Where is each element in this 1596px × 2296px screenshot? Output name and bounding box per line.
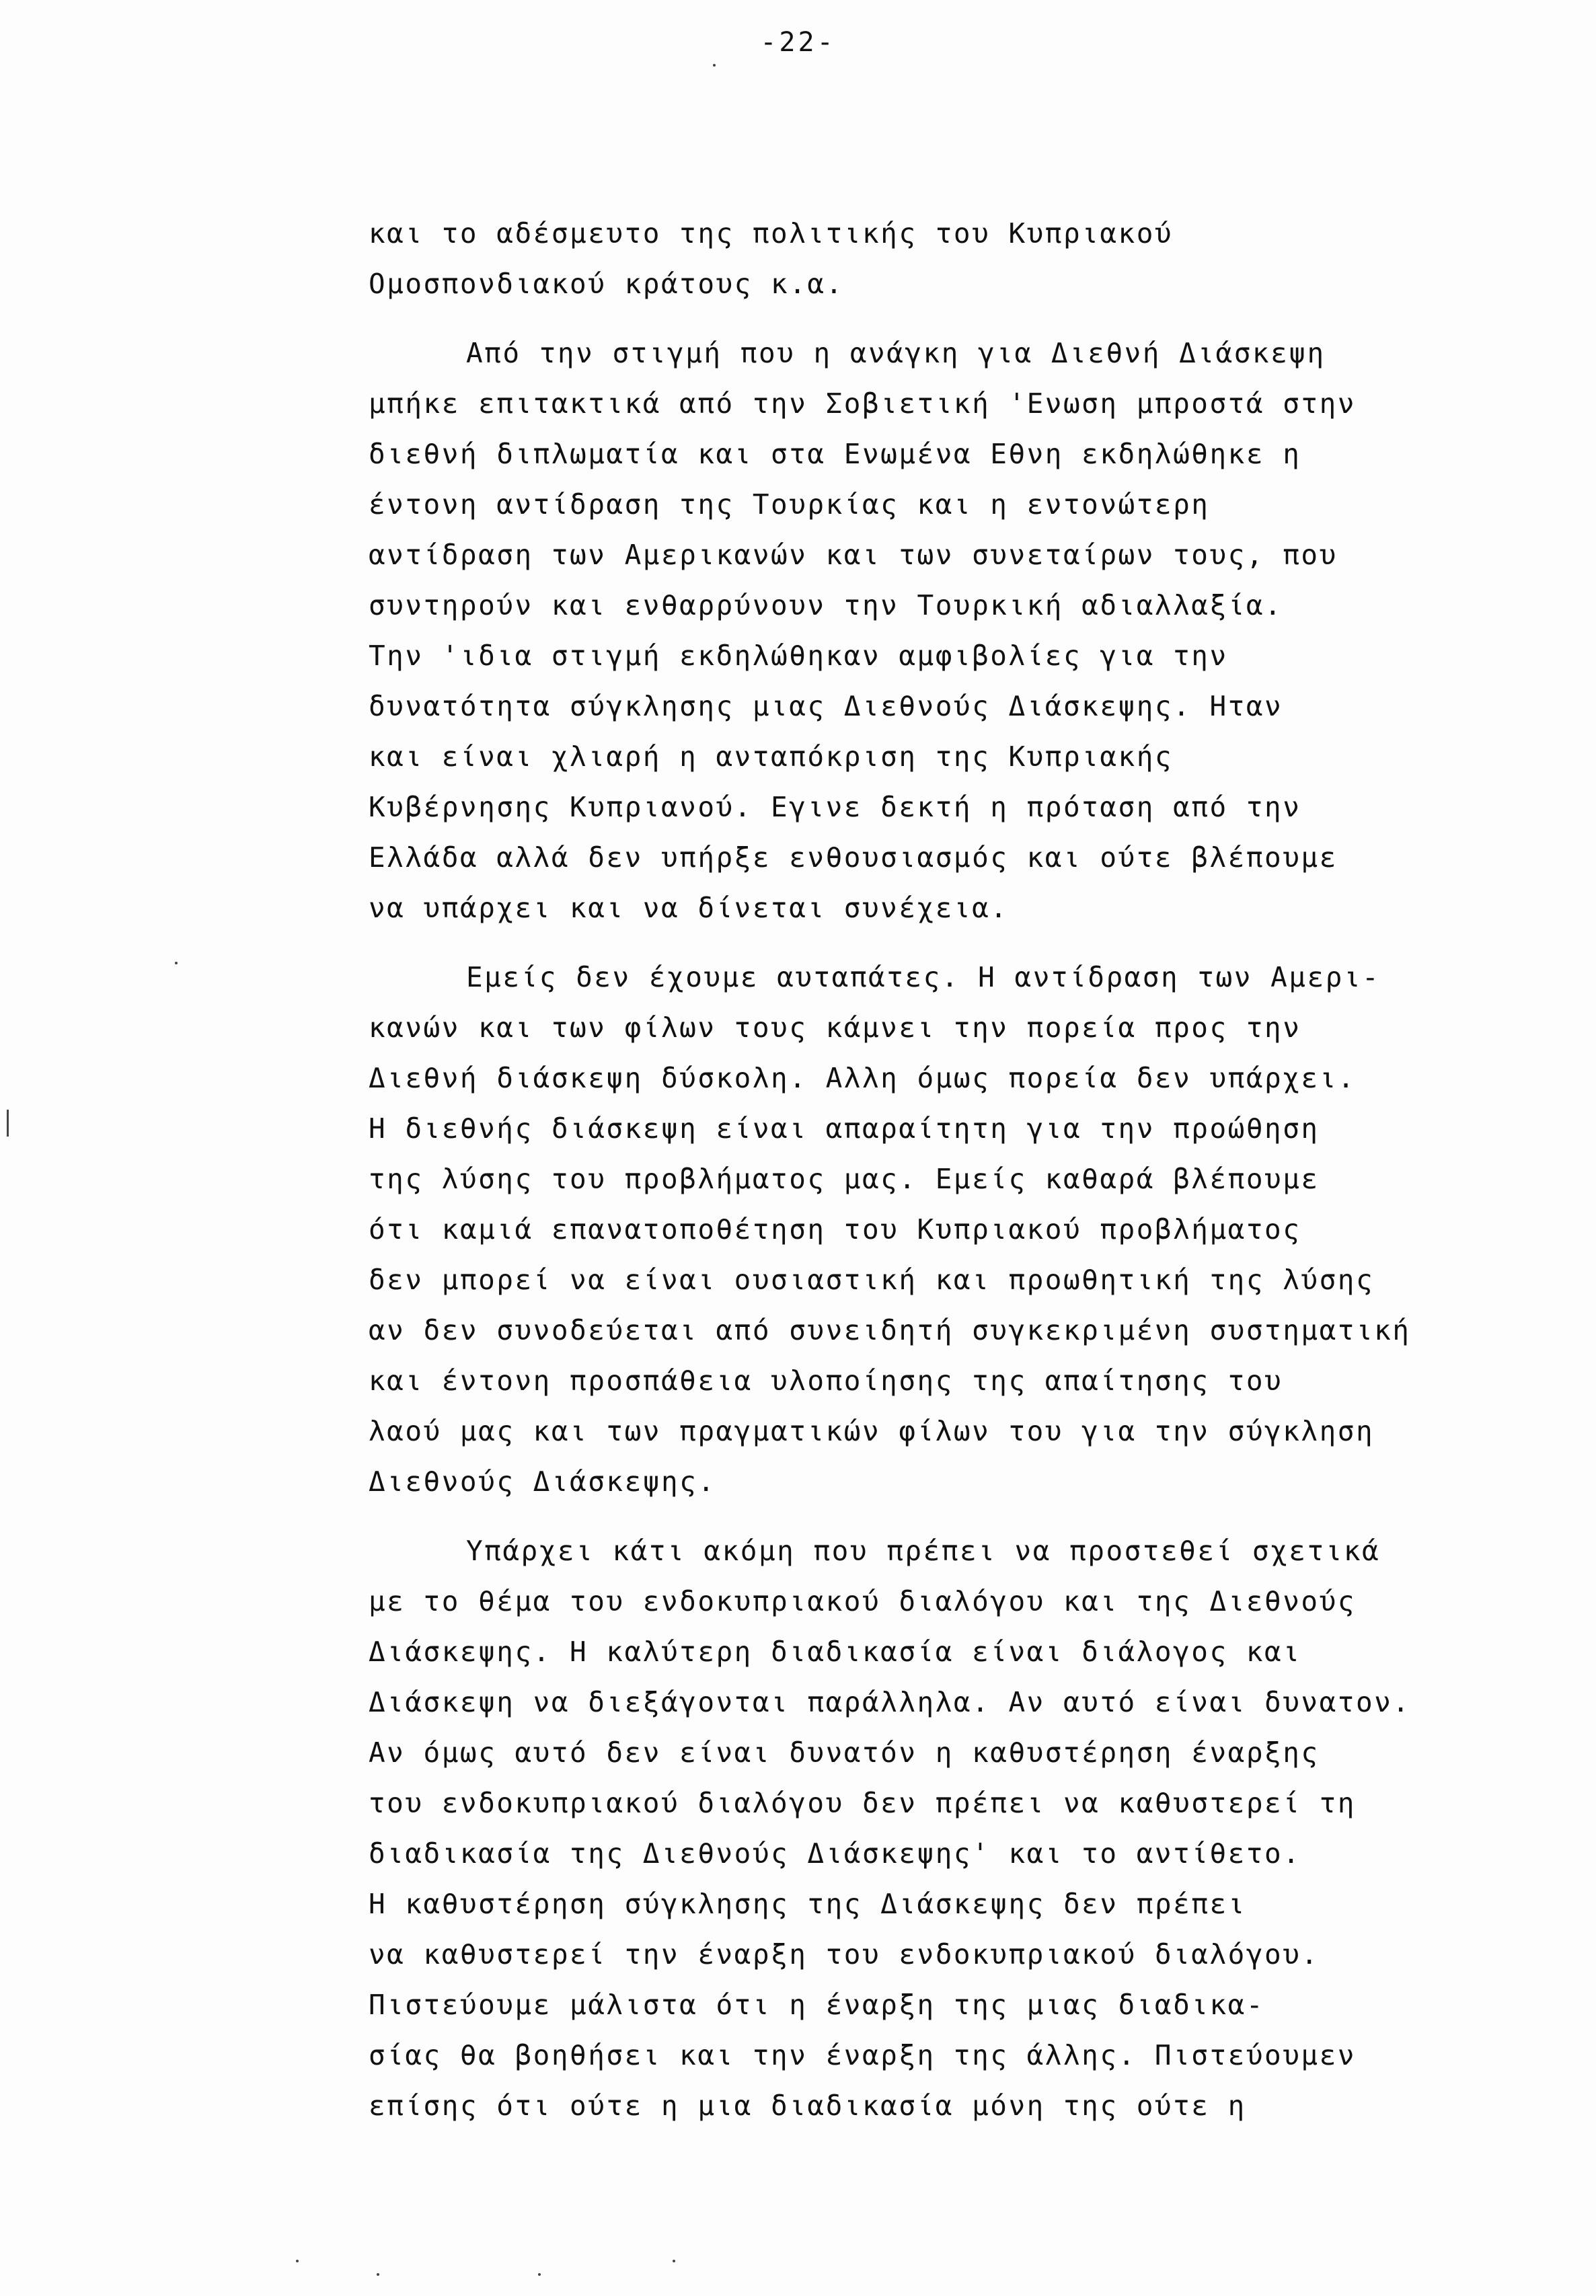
text-line: επίσης ότι ούτε η μια διαδικασία μόνη της ούτε η (369, 2090, 1246, 2122)
text-line: Ομοσπονδιακού κράτους κ.α. (369, 268, 844, 300)
text-line: δεν μπορεί να είναι ουσιαστική και προωθητική της λύσης (369, 1264, 1375, 1296)
text-line: του ενδοκυπριακού διαλόγου δεν πρέπει να καθυστερεί τη (369, 1787, 1356, 1819)
text-line: Διεθνή διάσκεψη δύσκολη. Αλλη όμως πορεία δεν υπάρχει. (369, 1062, 1356, 1094)
text-line: Υπάρχει κάτι ακόμη που πρέπει να προστεθεί σχετικά (466, 1535, 1381, 1567)
text-line: Ελλάδα αλλά δεν υπήρξε ενθουσιασμός και ούτε βλέπουμε (369, 841, 1338, 874)
text-line: Αν όμως αυτό δεν είναι δυνατόν η καθυστέρηση έναρξης (369, 1736, 1320, 1769)
text-line: και είναι χλιαρή η ανταπόκριση της Κυπριακής (369, 740, 1174, 773)
text-line: Η καθυστέρηση σύγκλησης της Διάσκεψης δεν πρέπει (369, 1888, 1246, 1920)
text-line: αντίδραση των Αμερικανών και των συνεταίρων τους, που (369, 539, 1338, 571)
scan-speck (377, 2273, 379, 2276)
paragraph-3 (369, 952, 1579, 1507)
text-line: να καθυστερεί την έναρξη του ενδοκυπριακού διαλόγου. (369, 1938, 1320, 1970)
text-line: Διεθνούς Διάσκεψης. (369, 1465, 716, 1498)
text-line: ότι καμιά επανατοποθέτηση του Κυπριακού προβλήματος (369, 1213, 1301, 1246)
text-line: μπήκε επιτακτικά από την Σοβιετική 'Ενωση μπροστά στην (369, 387, 1356, 420)
text-line: σίας θα βοηθήσει και την έναρξη της άλλης. Πιστεύουμεν (369, 2039, 1356, 2071)
scan-speck (7, 1110, 9, 1137)
text-line: Διάσκεψη να διεξάγονται παράλληλα. Αν αυτό είναι δυνατον. (369, 1686, 1411, 1718)
text-line: διαδικασία της Διεθνούς Διάσκεψης' και το αντίθετο. (369, 1837, 1301, 1870)
scan-speck (175, 962, 178, 964)
body-text (369, 208, 1579, 2131)
text-line: Πιστεύουμε μάλιστα ότι η έναρξη της μιας διαδικα- (369, 1989, 1265, 2021)
scan-speck (673, 2260, 675, 2262)
text-line: Διάσκεψης. Η καλύτερη διαδικασία είναι διάλογος και (369, 1636, 1301, 1668)
text-line: συντηρούν και ενθαρρύνουν την Τουρκική αδιαλλαξία. (369, 589, 1283, 621)
text-line: κανών και των φίλων τους κάμνει την πορεία προς την (369, 1011, 1301, 1044)
text-line: με το θέμα του ενδοκυπριακού διαλόγου και της Διεθνούς (369, 1585, 1356, 1617)
text-line: και το αδέσμευτο της πολιτικής του Κυπριακού (369, 217, 1174, 250)
text-line: Η διεθνής διάσκεψη είναι απαραίτητη για την προώθηση (369, 1112, 1320, 1145)
text-line: Από την στιγμή που η ανάγκη για Διεθνή Διάσκεψη (466, 337, 1326, 369)
scan-speck (713, 64, 716, 67)
text-line: διεθνή διπλωματία και στα Ενωμένα Εθνη εκδηλώθηκε η (369, 438, 1301, 470)
text-line: να υπάρχει και να δίνεται συνέχεια. (369, 892, 1009, 924)
scan-speck (538, 2273, 541, 2276)
text-line: δυνατότητα σύγκλησης μιας Διεθνούς Διάσκεψης. Ηταν (369, 690, 1283, 722)
text-line: έντονη αντίδραση της Τουρκίας και η εντονώτερη (369, 488, 1210, 521)
text-line: Την 'ιδια στιγμή εκδηλώθηκαν αμφιβολίες για την (369, 640, 1228, 672)
text-line: της λύσης του προβλήματος μας. Εμείς καθαρά βλέπουμε (369, 1163, 1320, 1195)
text-line: λαού μας και των πραγματικών φίλων του για την σύγκληση (369, 1415, 1375, 1447)
text-line: αν δεν συνοδεύεται από συνειδητή συγκεκριμένη συστηματική (369, 1314, 1411, 1346)
text-line: Εμείς δεν έχουμε αυταπάτες. Η αντίδραση των Αμερι- (466, 961, 1381, 993)
paragraph-1 (369, 208, 1579, 309)
text-line: και έντονη προσπάθεια υλοποίησης της απαίτησης του (369, 1365, 1283, 1397)
page-number: -22- (760, 27, 836, 58)
paragraph-4 (369, 1526, 1579, 2131)
paragraph-2 (369, 328, 1579, 933)
text-line: Κυβέρνησης Κυπριανού. Εγινε δεκτή η πρόταση από την (369, 791, 1301, 823)
scan-speck (296, 2260, 299, 2262)
